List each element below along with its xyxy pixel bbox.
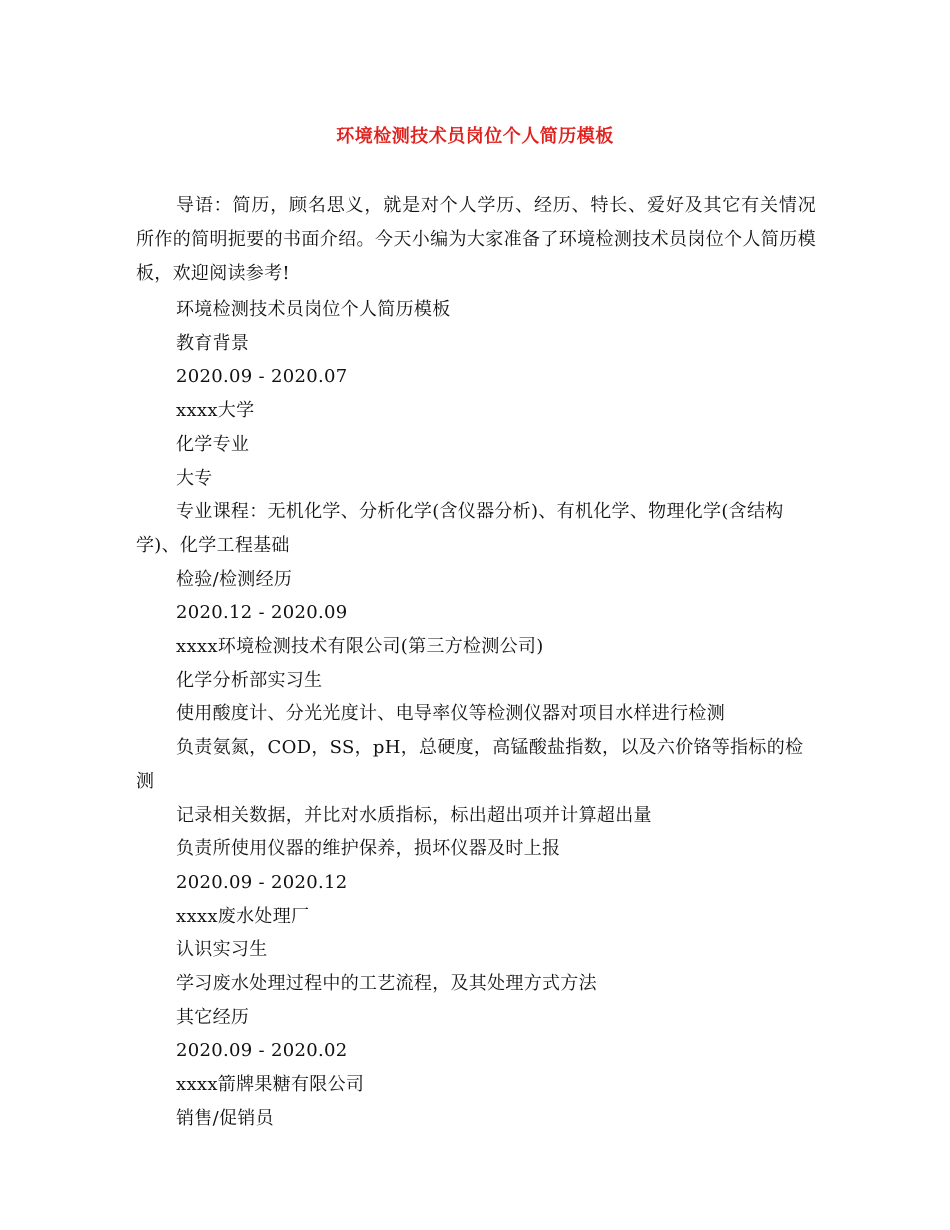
line-education-dates: 2020.09 - 2020.07	[176, 366, 348, 388]
line-education-heading: 教育背景	[176, 332, 250, 354]
line-job3-company: xxxx箭牌果糖有限公司	[176, 1074, 365, 1096]
line-job1-duty-1: 使用酸度计、分光光度计、电导率仪等检测仪器对项目水样进行检测	[176, 703, 725, 725]
line-major: 化学专业	[176, 433, 250, 455]
line-job2-duty: 学习废水处理过程中的工艺流程，及其处理方式方法	[176, 973, 597, 995]
line-courses: 专业课程：无机化学、分析化学(含仪器分析)、有机化学、物理化学(含结构学)、化学工程基础	[136, 501, 784, 556]
line-school: xxxx大学	[176, 400, 255, 422]
line-doc-heading: 环境检测技术员岗位个人简历模板	[176, 299, 451, 320]
line-job2-role: 认识实习生	[176, 939, 268, 961]
line-job1-duty-3: 记录相关数据，并比对水质指标，标出超出项并计算超出量	[176, 804, 652, 826]
line-job1-role: 化学分析部实习生	[176, 669, 323, 691]
line-job3-dates: 2020.09 - 2020.02	[176, 1040, 348, 1062]
line-inspection-heading: 检验/检测经历	[176, 568, 293, 590]
line-job1-duty-2: 负责氨氮，COD，SS，pH，总硬度，高锰酸盐指数，以及六价铬等指标的检测	[136, 737, 804, 792]
line-job1-duty-4: 负责所使用仪器的维护保养，损坏仪器及时上报	[176, 838, 561, 860]
document-title: 环境检测技术员岗位个人简历模板	[336, 126, 614, 147]
line-job2-dates: 2020.09 - 2020.12	[176, 871, 348, 893]
line-job1-company: xxxx环境检测技术有限公司(第三方检测公司)	[176, 636, 544, 658]
resume-lines	[136, 293, 816, 1136]
line-job2-company: xxxx废水处理厂	[176, 905, 310, 927]
line-job3-role: 销售/促销员	[176, 1107, 274, 1129]
line-job1-dates: 2020.12 - 2020.09	[176, 602, 348, 624]
line-degree: 大专	[176, 467, 213, 489]
line-other-heading: 其它经历	[176, 1006, 250, 1028]
intro-paragraph: 导语：简历，顾名思义，就是对个人学历、经历、特长、爱好及其它有关情况所作的简明扼要的书面介绍。今天小编为大家准备了环境检测技术员岗位个人简历模板，欢迎阅读参考!	[136, 195, 816, 284]
